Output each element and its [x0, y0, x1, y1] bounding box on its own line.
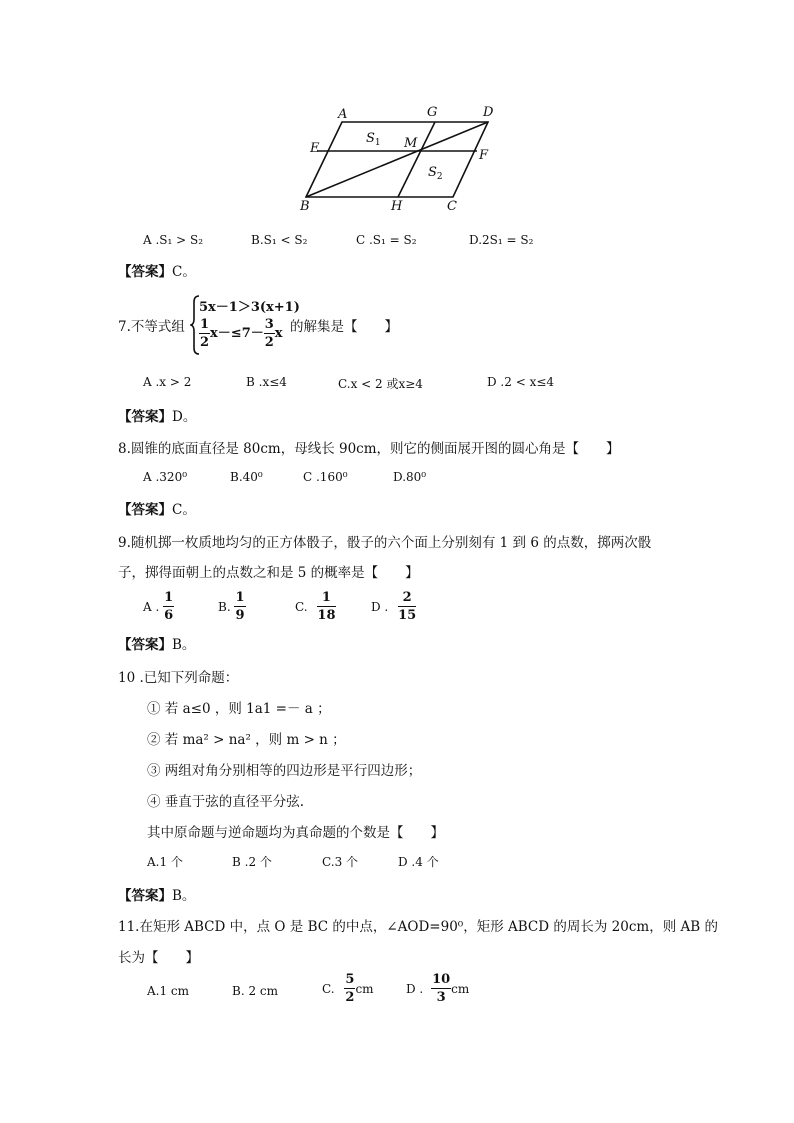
q10-intro: 10 .已知下列命题：: [118, 670, 239, 686]
q6-answer: 【答案】C。: [118, 264, 196, 280]
q9-question-line1: 9.随机掷一枚质地均匀的正方体骰子，骰子的六个面上分别刻有 1 到 6 的点数，掷两次骰: [118, 535, 652, 551]
q8-option-d: D.80⁰: [393, 470, 427, 484]
q10-proposition-4: ④ 垂直于弦的直径平分弦.: [147, 794, 305, 810]
q10-option-d: D .4 个: [398, 855, 439, 869]
label-S1: $S_1$: [366, 131, 381, 148]
q7-suffix: 的解集是【 】: [290, 319, 398, 335]
q6-option-c: C .S₁ = S₂: [356, 233, 417, 247]
q6-option-a: A .S₁ > S₂: [143, 233, 204, 247]
q9-option-c: C. $\frac{1}{18}$: [295, 590, 336, 623]
q7-answer: 【答案】D。: [118, 409, 197, 425]
q9-question-line2: 子，掷得面朝上的点数之和是 5 的概率是【 】: [118, 565, 419, 581]
q8-question: 8.圆锥的底面直径是 80cm，母线长 90cm，则它的侧面展开图的圆心角是【 】: [118, 441, 620, 457]
label-S2: $S_2$: [428, 165, 443, 182]
label-E: E: [310, 141, 320, 156]
parallelogram-figure: [290, 96, 510, 216]
q10-proposition-2: ② 若 ma² > na² ，则 m > n ；: [147, 732, 346, 748]
q6-option-b: B.S₁ < S₂: [251, 233, 308, 247]
q10-proposition-3: ③ 两组对角分别相等的四边形是平行四边形；: [147, 763, 422, 779]
q8-option-a: A .320⁰: [143, 470, 188, 484]
label-A: A: [338, 107, 348, 122]
q9-option-d: D . $\frac{2}{15}$: [371, 590, 417, 623]
label-G: G: [427, 105, 438, 120]
q9-option-a: A . $\frac{1}{6}$: [143, 590, 174, 623]
q7-option-c: C.x < 2 或x≥4: [338, 377, 423, 391]
label-H: H: [391, 199, 403, 214]
q10-question: 其中原命题与逆命题均为真命题的个数是【 】: [147, 825, 444, 841]
q8-option-c: C .160⁰: [303, 470, 348, 484]
q7-inequality-1: 5x－1＞3(x+1): [199, 300, 300, 315]
q11-question-line1: 11.在矩形 ABCD 中，点 O 是 BC 的中点，∠AOD=90⁰，矩形 ABCD 的周长为 20cm，则 AB 的: [118, 919, 718, 935]
q10-answer: 【答案】B。: [118, 888, 196, 904]
line-GH: [398, 122, 435, 197]
q7-inequality-2: $\frac{1}{2}$ x－≤7－ $\frac{3}{2}$ x: [200, 317, 283, 350]
label-C: C: [447, 199, 457, 214]
q10-option-c: C.3 个: [322, 855, 359, 869]
q9-option-b: B. $\frac{1}{9}$: [218, 590, 245, 623]
q11-option-b: B. 2 cm: [232, 984, 278, 998]
q7-option-a: A .x > 2: [143, 375, 192, 389]
q8-answer: 【答案】C。: [118, 502, 196, 518]
q7-prefix: 7.不等式组: [118, 319, 185, 335]
q11-option-c: C. $\frac{5}{2}$ cm: [322, 972, 374, 1005]
q6-option-d: D.2S₁ = S₂: [469, 233, 534, 247]
q11-question-line2: 长为【 】: [118, 950, 199, 966]
diagonal-BD: [306, 122, 488, 197]
label-F: F: [479, 148, 489, 163]
label-M: M: [404, 136, 418, 151]
label-D: D: [483, 105, 494, 120]
label-B: B: [300, 199, 310, 214]
q11-option-a: A.1 cm: [147, 984, 190, 998]
q11-option-d: D . $\frac{10}{3}$ cm: [406, 972, 470, 1005]
q7-option-b: B .x≤4: [246, 375, 287, 389]
q8-option-b: B.40⁰: [230, 470, 263, 484]
q10-proposition-1: ① 若 a≤0 ，则 1a1 =－ a ；: [147, 701, 331, 717]
q9-answer: 【答案】B。: [118, 637, 196, 653]
q10-option-b: B .2 个: [232, 855, 272, 869]
q10-option-a: A.1 个: [147, 855, 183, 869]
q7-option-d: D .2 < x≤4: [487, 375, 555, 389]
